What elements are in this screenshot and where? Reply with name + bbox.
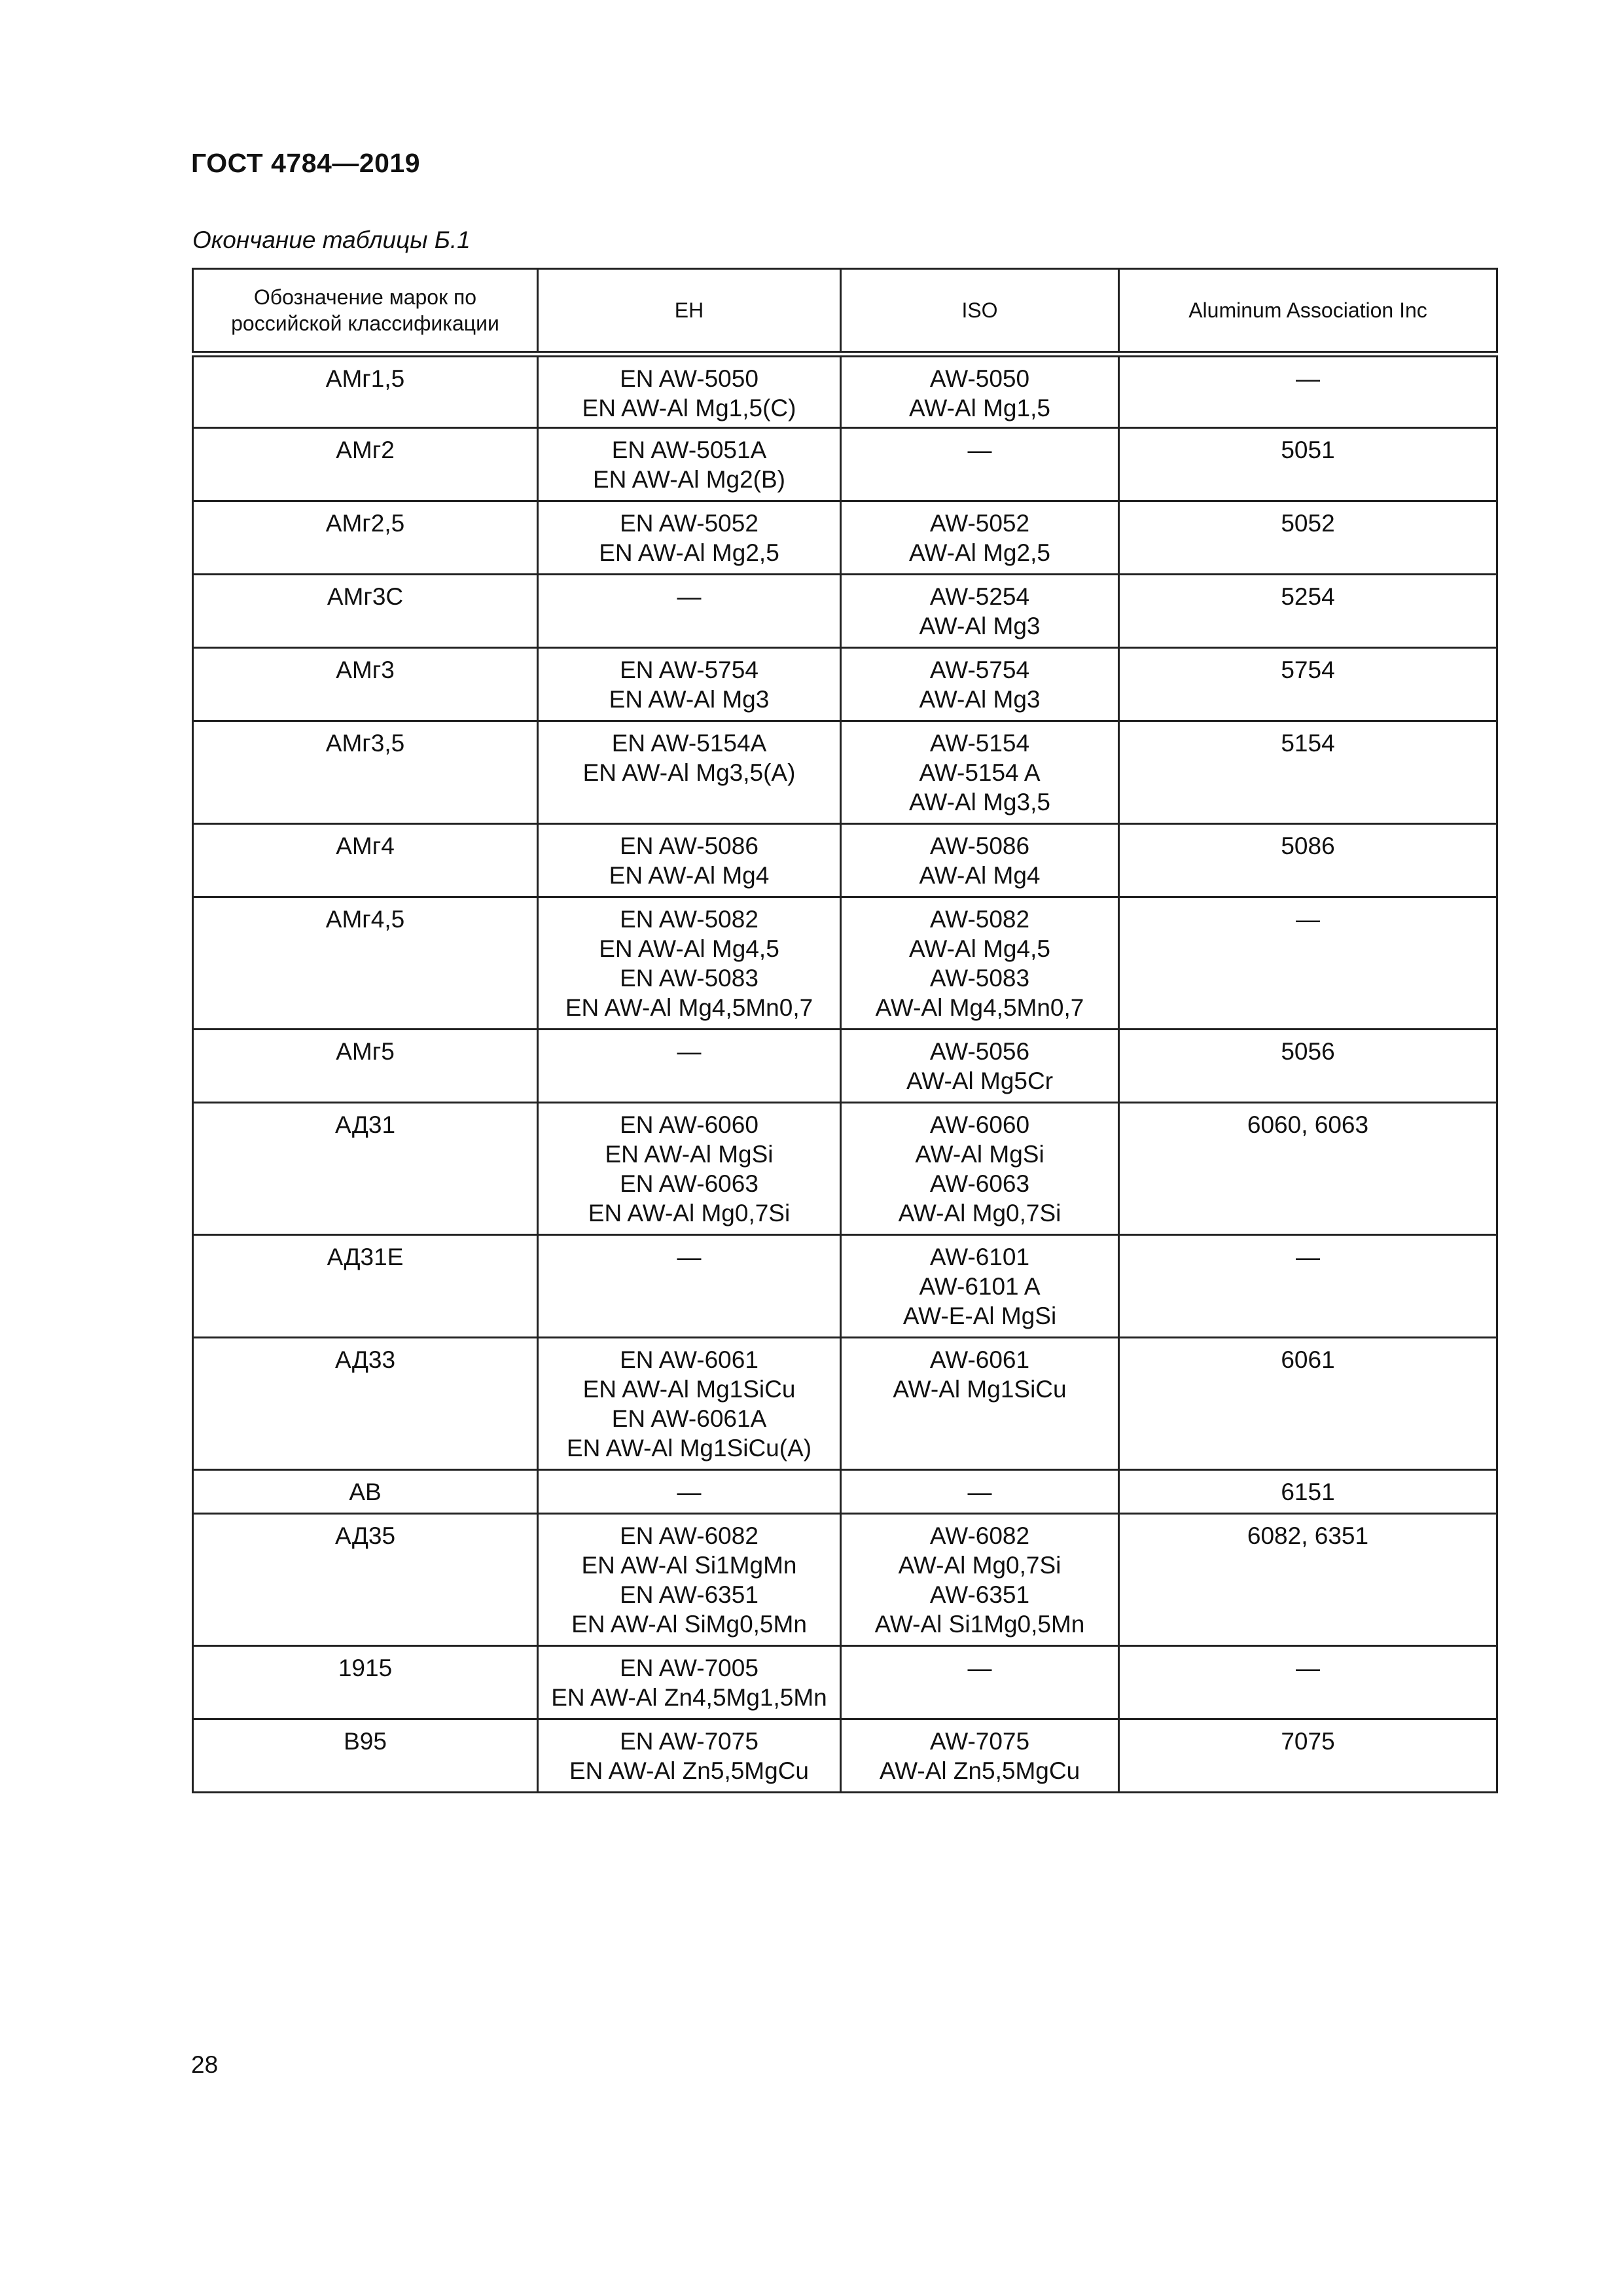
- cell-aluminum-association: [1119, 1513, 1497, 1645]
- cell-line-text: AW-Al Mg4,5: [909, 935, 1050, 962]
- grade-text: АМг2: [336, 436, 395, 463]
- cell-line-text: EN AW-5083: [620, 964, 758, 992]
- cell-iso: [841, 647, 1119, 721]
- cell-line-text: AW-5154 A: [919, 759, 1041, 786]
- cell-line-text: —: [1296, 1243, 1320, 1270]
- cell-en: [538, 427, 841, 501]
- cell-line-text: EN AW-6061: [620, 1346, 758, 1373]
- cell-line-text: AW-6061: [929, 1346, 1030, 1373]
- cell-aluminum-association: [1119, 1234, 1497, 1337]
- grade-text: АВ: [349, 1478, 382, 1505]
- cell-en: [538, 823, 841, 897]
- cell-russian-grade: [193, 721, 538, 823]
- cell-line-text: AW-5052: [929, 509, 1030, 537]
- document-code: ГОСТ 4784—2019: [191, 148, 421, 178]
- cell-line-text: EN AW-Al Mg1SiCu: [582, 1375, 796, 1403]
- column-header-russian-grade: Обозначение марок по российской классификации: [193, 269, 538, 355]
- grade-text: В95: [344, 1727, 387, 1755]
- cell-line-text: AW-Al Mg0,7Si: [898, 1199, 1061, 1227]
- cell-line-text: AW-Al Mg3: [919, 685, 1041, 713]
- cell-line-text: EN AW-5754: [620, 656, 758, 683]
- table-row: [193, 823, 1497, 897]
- grade-text: АМг4: [336, 832, 395, 859]
- cell-line-text: EN AW-Al Mg4,5Mn0,7: [565, 994, 813, 1021]
- grade-text: АМг2,5: [325, 509, 405, 537]
- cell-iso: [841, 1337, 1119, 1469]
- cell-iso: [841, 1645, 1119, 1719]
- cell-russian-grade: [193, 1337, 538, 1469]
- cell-line-text: —: [677, 583, 702, 610]
- cell-line-text: —: [677, 1037, 702, 1065]
- grade-text: АМг5: [336, 1037, 395, 1065]
- cell-aluminum-association: [1119, 1337, 1497, 1469]
- cell-line-text: AW-5086: [929, 832, 1030, 859]
- table-row: [193, 897, 1497, 1029]
- cell-en: [538, 647, 841, 721]
- cell-russian-grade: [193, 1469, 538, 1513]
- cell-line-text: —: [1296, 1654, 1320, 1681]
- cell-iso: [841, 1234, 1119, 1337]
- cell-russian-grade: [193, 1513, 538, 1645]
- cell-line-text: AW-Al Si1Mg0,5Mn: [874, 1610, 1085, 1638]
- table-row: [193, 1029, 1497, 1102]
- cell-aluminum-association: [1119, 721, 1497, 823]
- table-body: [193, 354, 1497, 1792]
- cell-line-text: EN AW-Al Si1MgMn: [581, 1551, 797, 1579]
- cell-line-text: EN AW-Al Mg1,5(C): [582, 395, 796, 422]
- cell-line-text: EN AW-Al Mg1SiCu(A): [566, 1434, 812, 1462]
- cell-line-text: AW-5050: [929, 365, 1030, 392]
- table-row: [193, 1469, 1497, 1513]
- cell-line-text: —: [967, 1478, 992, 1505]
- cell-line-text: 6060, 6063: [1247, 1111, 1369, 1138]
- grade-text: АД35: [334, 1522, 396, 1549]
- cell-russian-grade: [193, 1234, 538, 1337]
- cell-iso: [841, 897, 1119, 1029]
- cell-line-text: AW-Al Mg5Cr: [906, 1067, 1054, 1094]
- cell-russian-grade: [193, 897, 538, 1029]
- cell-russian-grade: [193, 427, 538, 501]
- cell-aluminum-association: [1119, 1469, 1497, 1513]
- cell-line-text: AW-6060: [929, 1111, 1030, 1138]
- cell-line-text: —: [1296, 365, 1320, 392]
- column-header-iso: ISO: [841, 269, 1119, 355]
- cell-line-text: EN AW-6082: [620, 1522, 758, 1549]
- table-row: [193, 1719, 1497, 1792]
- cell-line-text: AW-Al Mg1SiCu: [893, 1375, 1067, 1403]
- cell-iso: [841, 1102, 1119, 1234]
- cell-line-text: AW-Al MgSi: [915, 1140, 1044, 1168]
- table-row: [193, 427, 1497, 501]
- cell-line-text: EN AW-6351: [620, 1581, 758, 1608]
- cell-line-text: EN AW-Al SiMg0,5Mn: [571, 1610, 807, 1638]
- table-row: [193, 1234, 1497, 1337]
- cell-line-text: AW-Al Zn5,5MgCu: [879, 1757, 1080, 1784]
- cell-en: [538, 1645, 841, 1719]
- cell-line-text: AW-6063: [929, 1170, 1030, 1197]
- cell-line-text: 6082, 6351: [1247, 1522, 1369, 1549]
- cell-aluminum-association: [1119, 647, 1497, 721]
- cell-line-text: AW-5254: [929, 583, 1030, 610]
- cell-line-text: 5051: [1281, 436, 1335, 463]
- cell-line-text: EN AW-5086: [620, 832, 758, 859]
- cell-line-text: AW-5082: [929, 905, 1030, 933]
- cell-aluminum-association: [1119, 1719, 1497, 1792]
- cell-line-text: 6061: [1281, 1346, 1335, 1373]
- cell-line-text: EN AW-5082: [620, 905, 758, 933]
- cell-line-text: AW-Al Mg4,5Mn0,7: [875, 994, 1084, 1021]
- cell-aluminum-association: [1119, 501, 1497, 574]
- cell-line-text: AW-6101 A: [919, 1272, 1041, 1300]
- cell-line-text: AW-Al Mg3: [919, 612, 1041, 639]
- cell-en: [538, 1029, 841, 1102]
- grade-text: АМг3: [336, 656, 395, 683]
- cell-line-text: 5254: [1281, 583, 1335, 610]
- cell-aluminum-association: [1119, 427, 1497, 501]
- cell-line-text: AW-E-Al MgSi: [902, 1302, 1057, 1329]
- cell-line-text: EN AW-Al MgSi: [605, 1140, 774, 1168]
- cell-line-text: EN AW-6060: [620, 1111, 758, 1138]
- cell-russian-grade: [193, 501, 538, 574]
- cell-line-text: EN AW-Al Zn4,5Mg1,5Mn: [551, 1683, 827, 1711]
- cell-line-text: EN AW-7075: [620, 1727, 758, 1755]
- cell-line-text: AW-Al Mg1,5: [909, 395, 1050, 422]
- cell-iso: [841, 1029, 1119, 1102]
- cell-line-text: AW-5056: [929, 1037, 1030, 1065]
- cell-russian-grade: [193, 1029, 538, 1102]
- cell-iso: [841, 1469, 1119, 1513]
- table-row: [193, 1102, 1497, 1234]
- cell-russian-grade: [193, 574, 538, 647]
- table-row: [193, 1337, 1497, 1469]
- cell-iso: [841, 427, 1119, 501]
- column-header-en: ЕН: [538, 269, 841, 355]
- cell-iso: [841, 354, 1119, 427]
- table-row: [193, 574, 1497, 647]
- cell-line-text: EN AW-Al Mg3: [609, 685, 770, 713]
- cell-line-text: 5052: [1281, 509, 1335, 537]
- cell-en: [538, 1102, 841, 1234]
- cell-line-text: —: [967, 1654, 992, 1681]
- cell-line-text: EN AW-Al Mg2,5: [599, 539, 779, 566]
- cell-aluminum-association: [1119, 823, 1497, 897]
- cell-line-text: AW-6351: [929, 1581, 1030, 1608]
- page-number: 28: [191, 2051, 219, 2078]
- cell-line-text: AW-Al Mg2,5: [909, 539, 1050, 566]
- table-row: [193, 721, 1497, 823]
- grade-text: 1915: [338, 1654, 393, 1681]
- cell-line-text: —: [1296, 905, 1320, 933]
- cell-aluminum-association: [1119, 354, 1497, 427]
- table-row: [193, 647, 1497, 721]
- cell-en: [538, 721, 841, 823]
- grade-text: АМг1,5: [325, 365, 405, 392]
- cell-en: [538, 1234, 841, 1337]
- cell-line-text: EN AW-5154A: [611, 729, 767, 757]
- table-caption: Окончание таблицы Б.1: [192, 226, 471, 253]
- cell-en: [538, 1337, 841, 1469]
- table-row: [193, 501, 1497, 574]
- cell-line-text: 6151: [1281, 1478, 1335, 1505]
- cell-en: [538, 1719, 841, 1792]
- cell-iso: [841, 1513, 1119, 1645]
- cell-line-text: EN AW-5052: [620, 509, 758, 537]
- cell-iso: [841, 1719, 1119, 1792]
- cell-russian-grade: [193, 647, 538, 721]
- grade-text: АМг4,5: [325, 905, 405, 933]
- cell-aluminum-association: [1119, 1029, 1497, 1102]
- cell-line-text: EN AW-7005: [620, 1654, 758, 1681]
- cell-russian-grade: [193, 1719, 538, 1792]
- cell-line-text: —: [677, 1243, 702, 1270]
- cell-iso: [841, 823, 1119, 897]
- cell-line-text: —: [677, 1478, 702, 1505]
- cell-line-text: 5154: [1281, 729, 1335, 757]
- grade-text: АД31Е: [327, 1243, 404, 1270]
- cell-line-text: EN AW-5051A: [611, 436, 767, 463]
- cell-line-text: EN AW-Al Mg2(B): [593, 465, 785, 493]
- cell-line-text: —: [967, 436, 992, 463]
- cell-line-text: AW-5083: [929, 964, 1030, 992]
- grade-correspondence-table: [192, 268, 1498, 1793]
- cell-line-text: EN AW-Al Mg4,5: [599, 935, 779, 962]
- cell-aluminum-association: [1119, 1102, 1497, 1234]
- table-row: [193, 1513, 1497, 1645]
- cell-aluminum-association: [1119, 897, 1497, 1029]
- cell-line-text: EN AW-Al Mg3,5(A): [582, 759, 796, 786]
- cell-en: [538, 1469, 841, 1513]
- cell-line-text: 5056: [1281, 1037, 1335, 1065]
- cell-aluminum-association: [1119, 574, 1497, 647]
- grade-text: АМг3С: [327, 583, 404, 610]
- cell-line-text: EN AW-6063: [620, 1170, 758, 1197]
- cell-line-text: AW-Al Mg4: [919, 861, 1041, 889]
- cell-line-text: AW-5154: [929, 729, 1030, 757]
- cell-russian-grade: [193, 1102, 538, 1234]
- cell-iso: [841, 574, 1119, 647]
- cell-russian-grade: [193, 354, 538, 427]
- cell-line-text: AW-6082: [929, 1522, 1030, 1549]
- cell-iso: [841, 721, 1119, 823]
- cell-iso: [841, 501, 1119, 574]
- cell-russian-grade: [193, 823, 538, 897]
- cell-line-text: EN AW-Al Mg4: [609, 861, 770, 889]
- cell-line-text: EN AW-5050: [620, 365, 758, 392]
- cell-line-text: EN AW-Al Zn5,5MgCu: [569, 1757, 809, 1784]
- column-header-aluminum-association: Aluminum Association Inc: [1119, 269, 1497, 355]
- cell-line-text: 5754: [1281, 656, 1335, 683]
- cell-line-text: 7075: [1281, 1727, 1335, 1755]
- cell-line-text: AW-7075: [929, 1727, 1030, 1755]
- table-row: [193, 1645, 1497, 1719]
- cell-en: [538, 501, 841, 574]
- grade-text: АД33: [334, 1346, 396, 1373]
- cell-line-text: AW-Al Mg3,5: [909, 788, 1050, 816]
- cell-line-text: AW-Al Mg0,7Si: [898, 1551, 1061, 1579]
- cell-russian-grade: [193, 1645, 538, 1719]
- cell-line-text: EN AW-Al Mg0,7Si: [588, 1199, 791, 1227]
- cell-line-text: 5086: [1281, 832, 1335, 859]
- cell-en: [538, 574, 841, 647]
- cell-en: [538, 897, 841, 1029]
- table-header-row: [193, 269, 1497, 355]
- grade-text: АД31: [334, 1111, 396, 1138]
- cell-line-text: EN AW-6061A: [611, 1405, 767, 1432]
- cell-line-text: AW-6101: [929, 1243, 1030, 1270]
- cell-en: [538, 1513, 841, 1645]
- cell-aluminum-association: [1119, 1645, 1497, 1719]
- grade-text: АМг3,5: [325, 729, 405, 757]
- cell-en: [538, 354, 841, 427]
- table-row: [193, 354, 1497, 427]
- cell-line-text: AW-5754: [929, 656, 1030, 683]
